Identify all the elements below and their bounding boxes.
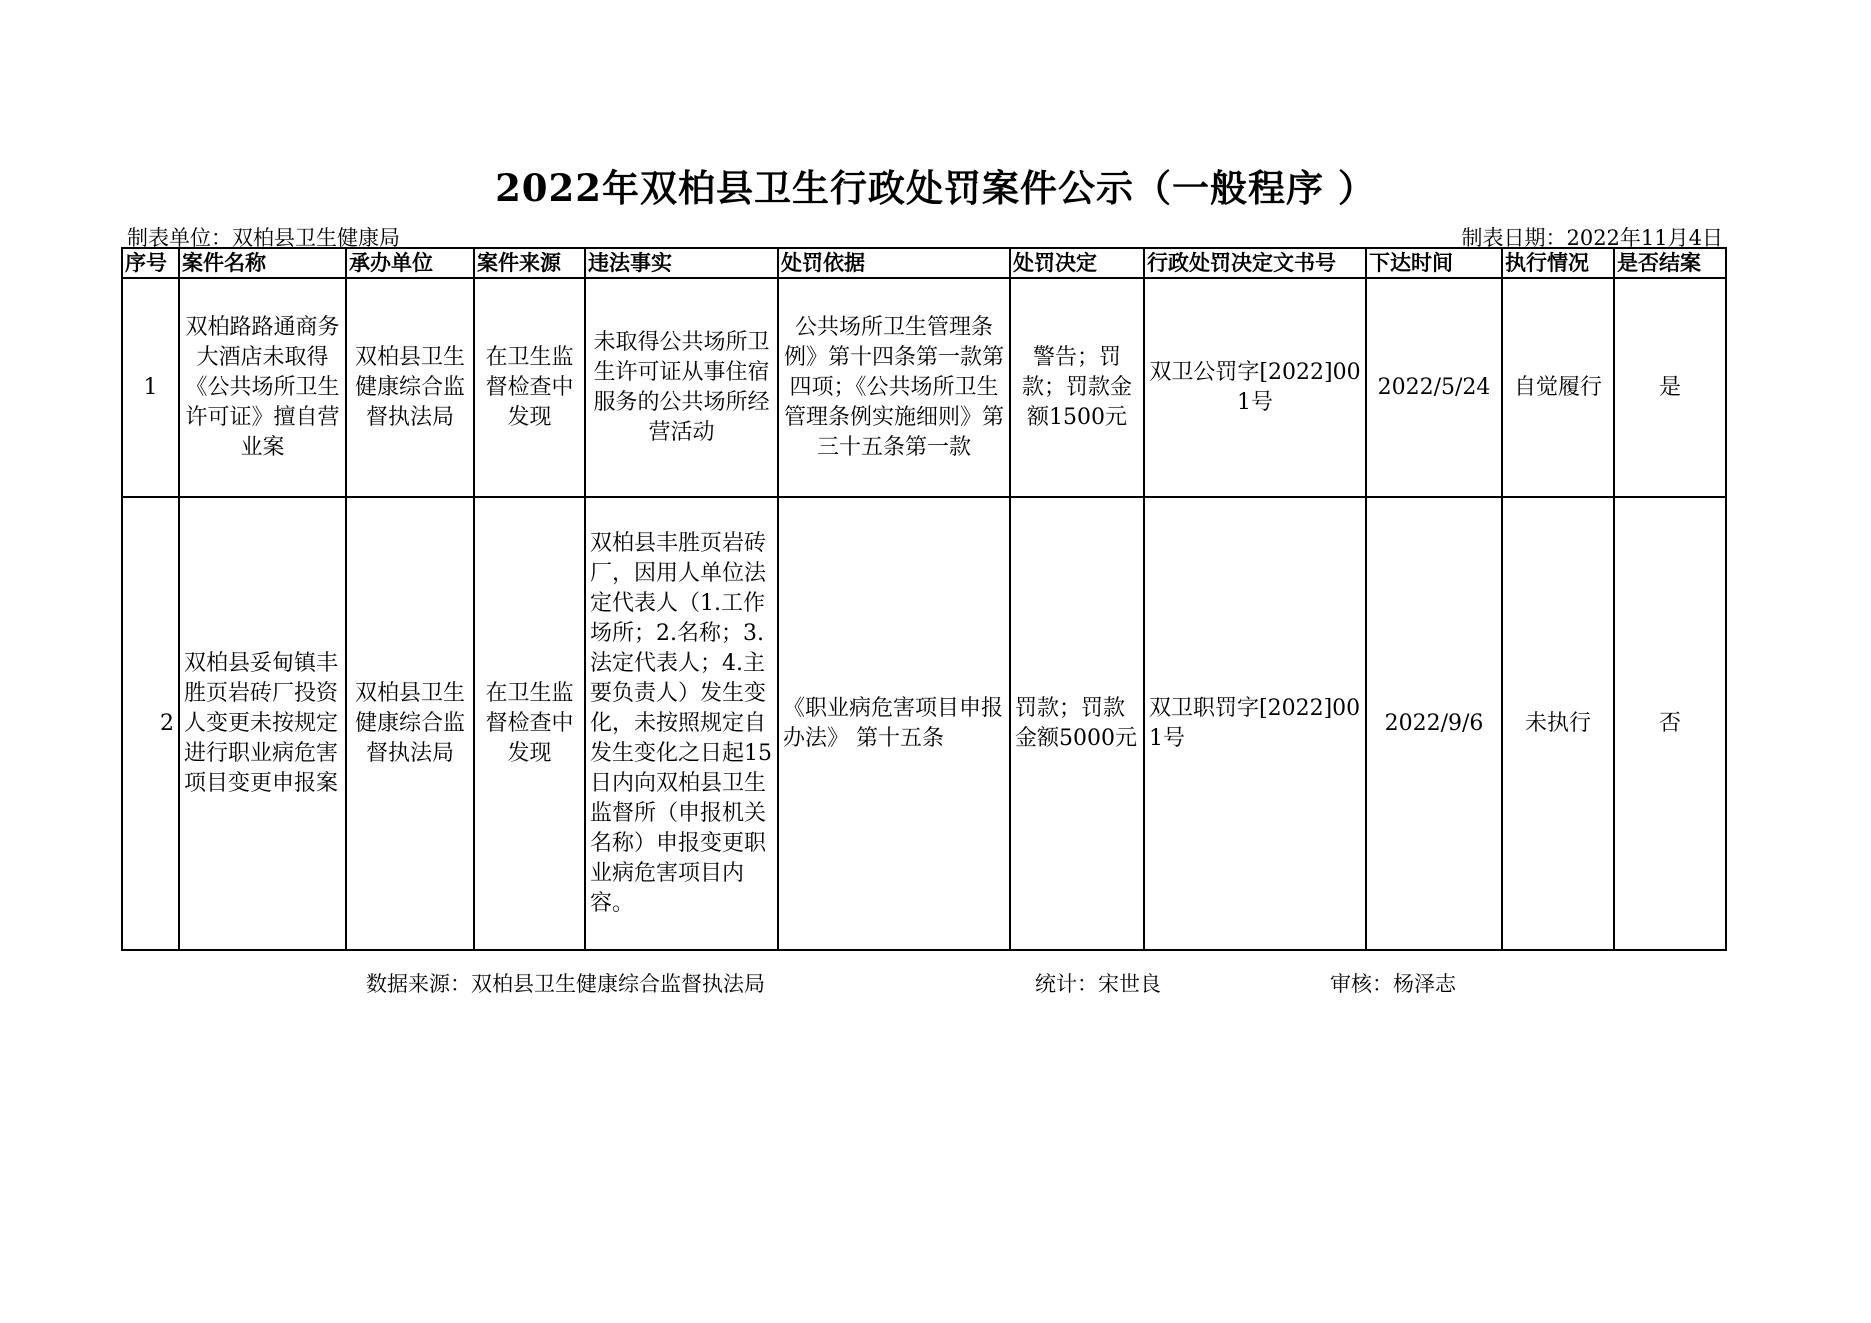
prepared-by-unit: 制表单位：双柏县卫生健康局 — [127, 226, 400, 250]
case-name-text: 双柏县妥甸镇丰胜页岩砖厂投资人变更未按规定进行职业病危害项目变更申报案 — [184, 650, 339, 796]
case-name — [179, 497, 346, 950]
case-source — [474, 497, 585, 950]
penalty-decision-text: 警告；罚款；罚款金额1500元 — [1021, 344, 1132, 430]
case-closed: 是 — [1614, 278, 1726, 497]
header-cell: 是否结案 — [1614, 248, 1726, 278]
header-cell: 案件名称 — [179, 248, 346, 278]
penalty-decision — [1010, 278, 1144, 497]
header-cell: 违法事实 — [585, 248, 778, 278]
penalty-table — [121, 247, 1727, 951]
case-closed: 否 — [1614, 497, 1726, 950]
row-number: 1 — [122, 278, 179, 497]
header-cell: 行政处罚决定文书号 — [1144, 248, 1366, 278]
issue-date: 2022/9/6 — [1366, 497, 1502, 950]
violation-facts-text: 未取得公共场所卫生许可证从事住宿服务的公共场所经营活动 — [593, 329, 770, 445]
case-source-text: 在卫生监督检查中发现 — [485, 344, 574, 430]
table-row — [122, 278, 1726, 497]
decision-document-number — [1144, 278, 1366, 497]
header-cell: 处罚决定 — [1010, 248, 1144, 278]
violation-facts — [585, 278, 778, 497]
header-cell: 处罚依据 — [778, 248, 1010, 278]
table-row — [122, 497, 1726, 950]
statistician-note: 统计：宋世良 — [1035, 972, 1161, 996]
decision-document-number — [1144, 497, 1366, 950]
decision-document-number-text: 双卫职罚字[2022]001号 — [1149, 695, 1361, 751]
execution-status: 自觉履行 — [1502, 278, 1614, 497]
execution-status: 未执行 — [1502, 497, 1614, 950]
penalty-basis-text: 《职业病危害项目申报办法》 第十五条 — [783, 695, 1004, 751]
penalty-basis — [778, 278, 1010, 497]
case-source-text: 在卫生监督检查中发现 — [485, 680, 574, 766]
table-header-row — [122, 248, 1726, 278]
case-source — [474, 278, 585, 497]
header-cell: 序号 — [122, 248, 179, 278]
violation-facts-text: 双柏县丰胜页岩砖厂，因用人单位法定代表人（1.工作场所；2.名称；3.法定代表人；4.主要负责人）发生变化，未按照规定自发生变化之日起15日内向双柏县卫生监督所（申报机关名称）申报变更职业病危害项目内容。 — [590, 530, 772, 916]
violation-facts — [585, 497, 778, 950]
header-cell: 承办单位 — [346, 248, 474, 278]
penalty-decision-text: 罚款；罚款金额5000元 — [1015, 695, 1137, 751]
handling-agency-text: 双柏县卫生健康综合监督执法局 — [354, 344, 465, 430]
prepared-date: 制表日期：2022年11月4日 — [1461, 226, 1723, 250]
header-cell: 执行情况 — [1502, 248, 1614, 278]
penalty-basis-text: 公共场所卫生管理条例》第十四条第一款第四项；《公共场所卫生管理条例实施细则》第三十五条第一款 — [783, 314, 1004, 460]
page-title: 2022年双柏县卫生行政处罚案件公示（一般程序 ） — [495, 166, 1376, 210]
header-cell: 案件来源 — [474, 248, 585, 278]
data-source-note: 数据来源：双柏县卫生健康综合监督执法局 — [366, 972, 765, 996]
decision-document-number-text: 双卫公罚字[2022]001号 — [1149, 359, 1361, 415]
issue-date: 2022/5/24 — [1366, 278, 1502, 497]
penalty-decision — [1010, 497, 1144, 950]
handling-agency-text: 双柏县卫生健康综合监督执法局 — [354, 680, 465, 766]
reviewer-note: 审核：杨泽志 — [1330, 972, 1456, 996]
handling-agency — [346, 497, 474, 950]
case-name — [179, 278, 346, 497]
case-name-text: 双柏路路通商务大酒店未取得《公共场所卫生许可证》擅自营业案 — [185, 314, 340, 460]
handling-agency — [346, 278, 474, 497]
header-cell: 下达时间 — [1366, 248, 1502, 278]
penalty-basis — [778, 497, 1010, 950]
row-number: 2 — [122, 497, 179, 950]
